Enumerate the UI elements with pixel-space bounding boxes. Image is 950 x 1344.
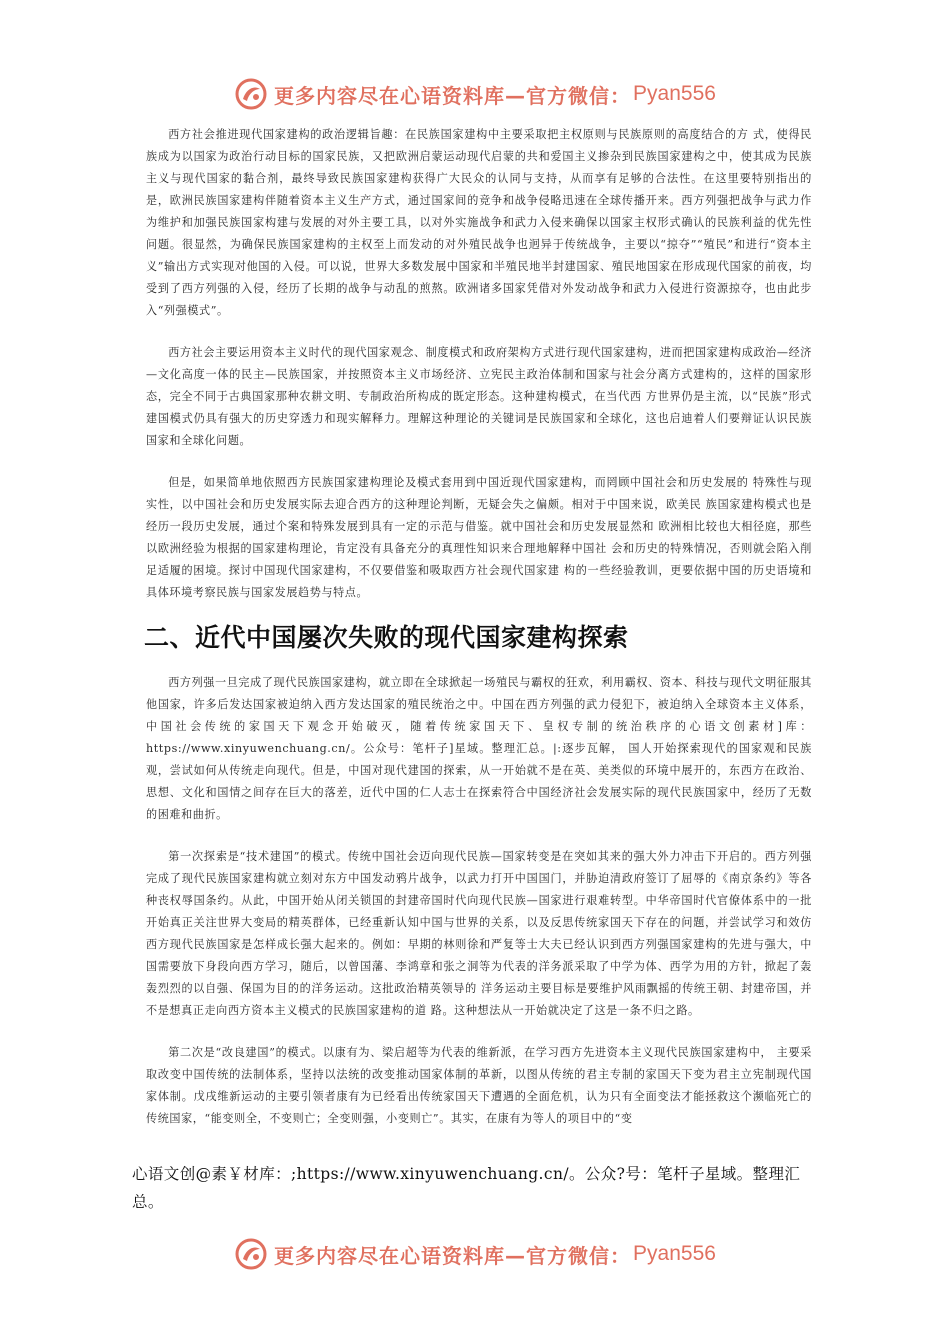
watermark-banner-bottom [0, 1234, 950, 1274]
section-heading: 二、近代中国屡次失败的现代国家建构探索 [144, 623, 629, 652]
watermark-banner-top [0, 74, 950, 114]
paragraph: 西方社会主要运用资本主义时代的现代国家观念、制度模式和政府架构方式进行现代国家建构，进而把国家建构成政治—经济—文化高度一体的民主—民族国家，并按照资本主义市场经济、立宪民主政治体制和国家与社会分离方式建构的，这样的国家形态，完全不同于古典国家那种农耕文明、专制政治所构成的既定形态。这种建构模式，在当代西 方世界仍是主流，以“民族”形式建国模式仍具有强大的历史穿透力和现实解释力。理解这种理论的关键词是民族国家和全球化，这也启迪着人们要辩证认识民族国家和全球化问题。 [146, 346, 812, 447]
brand-logo-icon [234, 77, 268, 111]
source-note: 心语文创@素￥材库：;https://www.xinyuwenchuang.cn/。公众?号：笔杆子星域。整理汇总。 [132, 1165, 801, 1211]
banner-text: 更多内容尽在心语资料库—官方微信： [274, 83, 632, 108]
banner-text: 更多内容尽在心语资料库—官方微信： [274, 1243, 632, 1268]
paragraph: 西方社会推进现代国家建构的政治逻辑旨趣：在民族国家建构中主要采取把主权原则与民族原则的高度结合的方 式，使得民族成为以国家为政治行动目标的国家民族，又把欧洲启蒙运动现代启蒙的共和爱国主义掺杂到民族国家建构之中，使其成为民族主义与现代国家的黏合剂，最终导致民族国家建构获得广大民众的认同与支持，从而享有足够的合法性。在这里要特别指出的是，欧洲民族国家建构伴随着资本主义生产方式，通过国家间的竞争和战争侵略迅速在全球传播开来。西方列强把战争与武力作为维护和加强民族国家构建与发展的对外主要工具，以对外实施战争和武力入侵来确保以国家主权形式确认的民族利益的优先性问题。很显然，为确保民族国家建构的主权至上而发动的对外殖民战争也迥异于传统战争，主要以“掠夺”“殖民”和进行“资本主义”输出方式实现对他国的入侵。可以说，世界大多数发展中国家和半殖民地半封建国家、殖民地国家在形成现代国家的前夜，均受到了西方列强的入侵，经历了长期的战争与动乱的煎熬。欧洲诸多国家凭借对外发动战争和武力入侵进行资源掠夺，也由此步入“列强模式”。 [146, 128, 812, 317]
banner-wechat-id: Pyan556 [633, 82, 716, 105]
paragraph: 第一次探索是“技术建国”的模式。传统中国社会迈向现代民族—国家转变是在突如其来的强大外力冲击下开启的。西方列强完成了现代民族国家建构就立刻对东方中国发动鸦片战争，以武力打开中国国门，并胁迫清政府签订了屈辱的《南京条约》等各种丧权辱国条约。从此，中国开始从闭关锁国的封建帝国时代向现代民族—国家进行艰难转型。中华帝国时代官僚体系中的一批开始真正关注世界大变局的精英群体，已经重新认知中国与世界的关系，以及反思传统家国天下存在的问题，并尝试学习和效仿西方现代民族国家是怎样成长强大起来的。例如：早期的林则徐和严复等士大夫已经认识到西方列强国家建构的先进与强大，中国需要放下身段向西方学习，随后，以曾国藩、李鸿章和张之洞等为代表的洋务派采取了中学为体、西学为用的方针，掀起了轰轰烈烈的以自强、保国为目的的洋务运动。这批政治精英领导的 洋务运动主要目标是要维护风雨飘摇的传统王朝、封建帝国，并不是想真正走向西方资本主义模式的民族国家建构的道 路。这种想法从一开始就决定了这是一条不归之路。 [146, 850, 812, 1017]
banner-wechat-id: Pyan556 [633, 1242, 716, 1265]
brand-logo-icon [234, 1237, 268, 1271]
paragraph: 但是，如果简单地依照西方民族国家建构理论及模式套用到中国近现代国家建构，而罔顾中国社会和历史发展的 特殊性与现实性，以中国社会和历史发展实际去迎合西方的这种理论判断，无疑会失之偏颇。相对于中国来说，欧美民 族国家建构模式也是经历一段历史发展，通过个案和特殊发展到具有一定的示范与借鉴。就中国社会和历史发展显然和 欧洲相比较也大相径庭，那些以欧洲经验为根据的国家建构理论，肯定没有具备充分的真理性知识来合理地解释中国社 会和历史的特殊情况，否则就会陷入削足适履的困境。探讨中国现代国家建构，不仅要借鉴和吸取西方社会现代国家建 构的一些经验教训，更要依据中国的历史语境和具体环境考察民族与国家发展趋势与特点。 [146, 476, 812, 599]
paragraph: 第二次是“改良建国”的模式。以康有为、梁启超等为代表的维新派，在学习西方先进资本主义现代民族国家建构中， 主要采取改变中国传统的法制体系，坚持以法统的改变推动国家体制的革新，以图从传统的君主专制的家国天下变为君主立宪制现代国家体制。戊戌维新运动的主要引领者康有为已经看出传统家国天下遭遇的全面危机，认为只有全面变法才能拯救这个濒临死亡的传统国家，“能变则全，不变则亡；全变则强，小变则亡”。其实，在康有为等人的项目中的“变 [146, 1046, 812, 1125]
document-body [146, 124, 812, 1150]
paragraph: 西方列强一旦完成了现代民族国家建构，就立即在全球掀起一场殖民与霸权的狂欢，利用霸权、资本、科技与现代文明征服其他国家，许多后发达国家被迫纳入西方发达国家的殖民统治之中。中国在西方列强的武力侵犯下，被迫纳入全球资本主义体系，中国社会传统的家国天下观念开始破灭，随着传统家国天下、皇权专制的统治秩序的心语文创素材]库：https://www.xinyuwenchuang.cn/。公众号：笔杆子]星域。整理汇总。|:逐步瓦解， 国人开始探索现代的国家观和民族观，尝试如何从传统走向现代。但是，中国对现代建国的探索，从一开始就不是在英、美类似的环境中展开的，东西方在政治、思想、文化和国情之间存在巨大的落差，近代中国的仁人志士在探索符合中国经济社会发展实际的现代民族国家中，经历了无数的困难和曲折。 [146, 676, 812, 821]
